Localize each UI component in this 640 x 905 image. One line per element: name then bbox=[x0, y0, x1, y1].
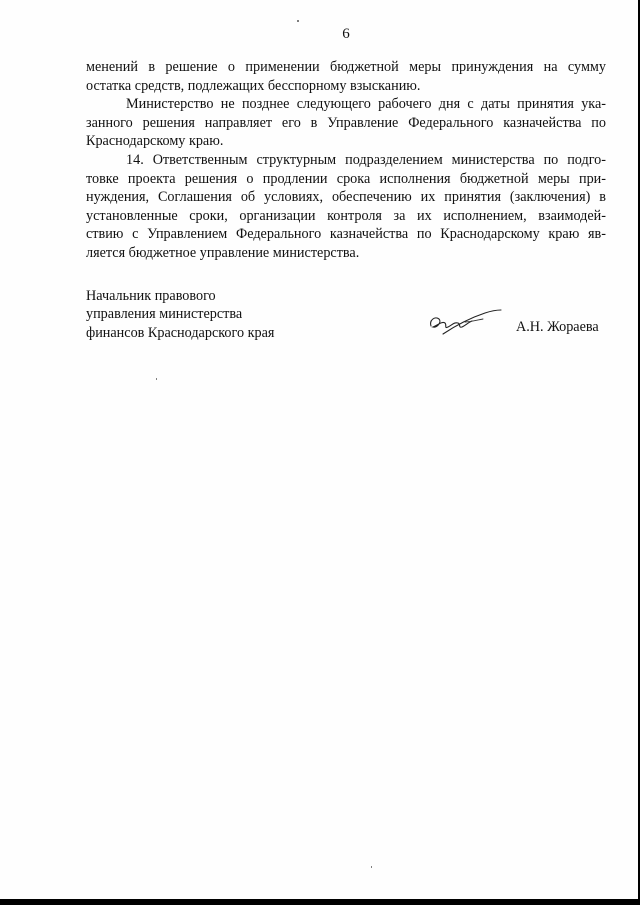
scan-edge bbox=[0, 899, 640, 905]
handwritten-signature bbox=[425, 308, 505, 338]
scan-speck bbox=[297, 20, 299, 22]
signatory-position-line: финансов Краснодарского края bbox=[86, 324, 275, 341]
paragraph-3-line: 14. Ответственным структурным подразделением министерства по подго- bbox=[126, 151, 606, 168]
page-number: 6 bbox=[342, 26, 350, 42]
paragraph-2-line: Краснодарскому краю. bbox=[86, 133, 224, 150]
paragraph-2 bbox=[86, 95, 606, 151]
paragraph-3-line: установленные сроки, организации контроля за их исполнением, взаимодей- bbox=[86, 207, 606, 224]
paragraph-3-line: нуждения, Соглашения об условиях, обеспечению их принятия (заключения) в bbox=[86, 189, 606, 206]
scan-speck bbox=[371, 866, 372, 868]
signatory-position bbox=[86, 287, 274, 342]
scan-speck bbox=[156, 378, 157, 380]
document-body bbox=[86, 58, 606, 263]
paragraph-2-line: Министерство не позднее следующего рабочего дня с даты принятия ука- bbox=[126, 96, 606, 113]
signatory-position-line: управления министерства bbox=[86, 306, 243, 323]
paragraph-3-line: товке проекта решения о продлении срока исполнения бюджетной меры при- bbox=[86, 170, 606, 187]
signatory-position-line: Начальник правового bbox=[86, 288, 216, 304]
paragraph-3-line: ствию с Управлением Федерального казначейства по Краснодарскому краю яв- bbox=[86, 226, 606, 243]
paragraph-1-line: остатка средств, подлежащих бесспорному взысканию. bbox=[86, 77, 421, 94]
signatory-name: А.Н. Жораева bbox=[516, 319, 599, 335]
paragraph-3-line: ляется бюджетное управление министерства. bbox=[86, 244, 360, 261]
paragraph-2-line: занного решения направляет его в Управление Федерального казначейства по bbox=[86, 114, 606, 131]
paragraph-1 bbox=[86, 58, 606, 95]
paragraph-1-line: менений в решение о применении бюджетной меры принуждения на сумму bbox=[86, 59, 606, 75]
paragraph-3 bbox=[86, 151, 606, 263]
